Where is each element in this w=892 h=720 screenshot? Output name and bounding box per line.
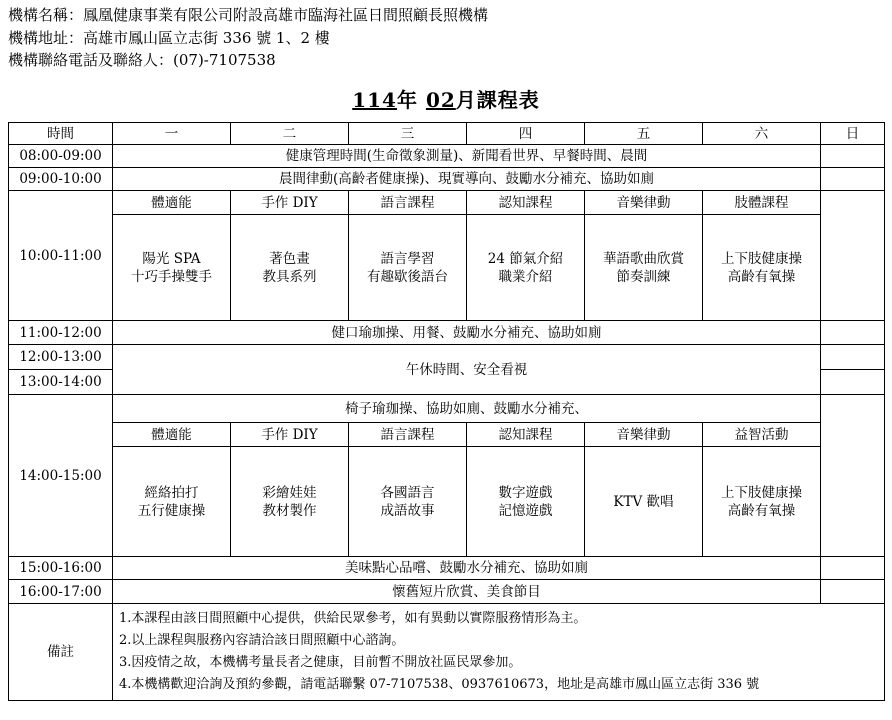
note-item: 3.因疫情之故，本機構考量長者之健康，目前暫不開放社區民眾參加。 [119, 655, 522, 670]
row-1200 [9, 345, 885, 370]
category-cell: 認知課程 [467, 191, 585, 215]
activity-line: 高齡有氧操 [727, 502, 796, 519]
sunday-cell [821, 580, 885, 604]
time-cell: 16:00-17:00 [9, 580, 113, 604]
category-cell: 益智活動 [703, 423, 821, 447]
activity-cell [467, 447, 585, 557]
time-cell: 09:00-10:00 [9, 168, 113, 191]
activity-cell [349, 447, 467, 557]
activity-line: KTV 歡唱 [613, 493, 674, 510]
col-header-mon: 一 [113, 123, 231, 145]
org-name: 機構名稱：鳳凰健康事業有限公司附設高雄市臨海社區日間照顧長照機構 [8, 6, 489, 24]
activity-line: 節奏訓練 [616, 268, 671, 285]
activity-line: 彩繪娃娃 [262, 484, 317, 501]
time-cell: 14:00-15:00 [9, 395, 113, 557]
activity-cell: 椅子瑜珈操、協助如廁、鼓勵水分補充、 [113, 395, 821, 423]
time-cell: 13:00-14:00 [9, 370, 113, 395]
page-title [0, 84, 892, 113]
note-item: 2.以上課程與服務內容請洽該日間照顧中心諮詢。 [119, 633, 405, 648]
sunday-cell [821, 168, 885, 191]
row-1400-intro [9, 395, 885, 423]
sunday-cell [821, 321, 885, 345]
category-cell: 手作 DIY [231, 423, 349, 447]
title-year-suffix: 年 [396, 88, 418, 112]
activity-cell [585, 215, 703, 321]
col-header-time: 時間 [9, 123, 113, 145]
time-cell: 10:00-11:00 [9, 191, 113, 321]
activity-cell: 健口瑜珈操、用餐、鼓勵水分補充、協助如廁 [113, 321, 821, 345]
org-header [8, 4, 488, 72]
time-cell: 11:00-12:00 [9, 321, 113, 345]
activity-line: 上下肢健康操 [721, 250, 802, 267]
category-cell: 體適能 [113, 191, 231, 215]
category-cell: 肢體課程 [703, 191, 821, 215]
activity-line: 陽光 SPA [142, 250, 201, 267]
category-cell: 認知課程 [467, 423, 585, 447]
sunday-cell [821, 345, 885, 370]
activity-cell [113, 215, 231, 321]
org-contact: 機構聯絡電話及聯絡人：(07)-7107538 [8, 51, 276, 69]
activity-cell: 健康管理時間(生命徵象測量)、新聞看世界、早餐時間、晨間 [113, 145, 821, 168]
activity-line: 數字遊戲 [498, 484, 553, 501]
col-header-tue: 二 [231, 123, 349, 145]
header-row [9, 123, 885, 145]
activity-line: 教材製作 [262, 502, 317, 519]
category-cell: 語言課程 [349, 423, 467, 447]
category-cell: 體適能 [113, 423, 231, 447]
row-1500 [9, 557, 885, 580]
row-1400-categories [9, 423, 885, 447]
activity-line: 上下肢健康操 [721, 484, 802, 501]
activity-line: 教具系列 [262, 268, 317, 285]
notes-row [9, 604, 885, 701]
time-cell: 12:00-13:00 [9, 345, 113, 370]
title-month: 02 [425, 88, 456, 112]
activity-cell: 美味點心品嚐、鼓勵水分補充、協助如廁 [113, 557, 821, 580]
activity-line: 華語歌曲欣賞 [603, 250, 684, 267]
row-1600 [9, 580, 885, 604]
title-month-suffix: 月課程表 [455, 88, 540, 112]
activity-line: 五行健康操 [137, 502, 206, 519]
col-header-thu: 四 [467, 123, 585, 145]
activity-cell [113, 447, 231, 557]
schedule-table [8, 122, 885, 701]
category-cell: 語言課程 [349, 191, 467, 215]
time-cell: 15:00-16:00 [9, 557, 113, 580]
activity-line: 十巧手操雙手 [131, 268, 212, 285]
title-year: 114 [352, 88, 397, 112]
activity-cell [703, 215, 821, 321]
activity-line: 成語故事 [380, 502, 435, 519]
activity-cell [585, 447, 703, 557]
col-header-sun: 日 [821, 123, 885, 145]
activity-line: 職業介紹 [498, 268, 553, 285]
sunday-cell [821, 370, 885, 395]
activity-line: 經絡拍打 [144, 484, 199, 501]
activity-cell [467, 215, 585, 321]
category-cell: 手作 DIY [231, 191, 349, 215]
activity-cell: 晨間律動(高齡者健康操)、現實導向、鼓勵水分補充、協助如廁 [113, 168, 821, 191]
activity-line: 記憶遊戲 [498, 502, 553, 519]
activity-line: 高齡有氧操 [727, 268, 796, 285]
col-header-wed: 三 [349, 123, 467, 145]
note-item: 4.本機構歡迎洽詢及預約參觀，請電話聯繫 07-7107538、0937610673，地址是高雄市鳳山區立志街 336 號 [119, 677, 760, 692]
activity-cell [703, 447, 821, 557]
activity-line: 24 節氣介紹 [487, 250, 564, 267]
row-1100 [9, 321, 885, 345]
sunday-cell [821, 557, 885, 580]
row-0800 [9, 145, 885, 168]
activity-cell [231, 447, 349, 557]
activity-cell: 午休時間、安全看視 [113, 345, 821, 395]
activity-cell [349, 215, 467, 321]
note-item: 1.本課程由該日間照顧中心提供，供給民眾參考，如有異動以實際服務情形為主。 [119, 611, 587, 626]
category-cell: 音樂律動 [585, 423, 703, 447]
sunday-cell [821, 191, 885, 321]
row-0900 [9, 168, 885, 191]
activity-line: 著色畫 [269, 250, 310, 267]
row-1000-categories [9, 191, 885, 215]
org-address: 機構地址：高雄市鳳山區立志街 336 號 1、2 樓 [8, 28, 330, 47]
activity-cell [231, 215, 349, 321]
notes-cell [113, 604, 885, 701]
time-cell: 08:00-09:00 [9, 145, 113, 168]
col-header-sat: 六 [703, 123, 821, 145]
activity-line: 有趣歇後語台 [367, 268, 448, 285]
activity-line: 語言學習 [380, 250, 435, 267]
category-cell: 音樂律動 [585, 191, 703, 215]
sunday-cell [821, 145, 885, 168]
row-1000-activities [9, 215, 885, 321]
activity-line: 各國語言 [380, 484, 435, 501]
sunday-cell [821, 395, 885, 557]
row-1400-activities [9, 447, 885, 557]
col-header-fri: 五 [585, 123, 703, 145]
notes-label: 備註 [9, 604, 113, 701]
activity-cell: 懷舊短片欣賞、美食節目 [113, 580, 821, 604]
